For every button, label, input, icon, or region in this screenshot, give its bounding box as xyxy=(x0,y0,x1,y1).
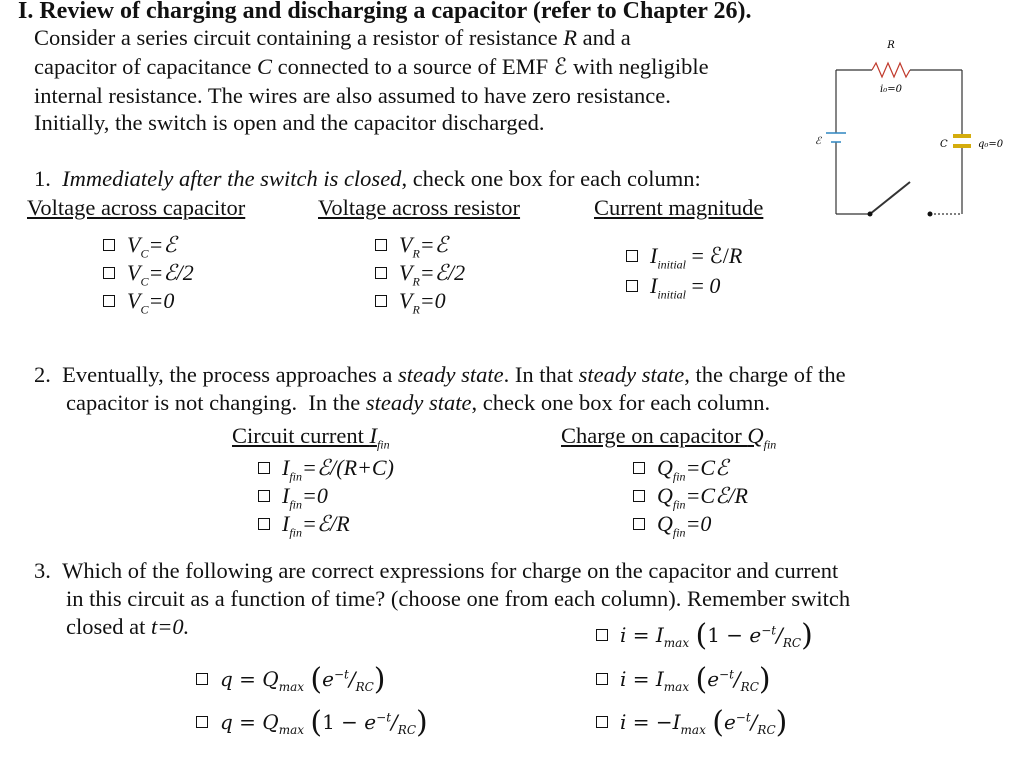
checkbox[interactable] xyxy=(596,673,608,685)
q1-col-header-current: Current magnitude xyxy=(594,195,764,220)
capacitor-label: C xyxy=(940,139,948,150)
q2-current-option-2[interactable]: $I_{fin}=0$ xyxy=(258,483,328,512)
emf-label: ℰ xyxy=(815,136,822,147)
q2-charge-option-3[interactable]: $Q_{fin}=0$ xyxy=(633,511,711,540)
checkbox[interactable] xyxy=(258,490,270,502)
switch-lever xyxy=(870,182,910,214)
q3-line-2: in this circuit as a function of time? (choose one from each column). Remember switch xyxy=(66,586,851,611)
q3-current-option-2[interactable]: $i = I_{max}$ $(e^{-t}/_{RC})$ xyxy=(596,662,771,697)
q1-current-option-1[interactable]: $I_{initial}$ = ℰ/R xyxy=(626,243,742,272)
q2-current-option-1[interactable]: $I_{fin}=ℰ/(R+C)$ xyxy=(258,455,394,484)
q2-col-header-current: Circuit current $I_{fin}$ xyxy=(232,423,390,452)
q1-vr-option-1[interactable]: $V_R=ℰ$ xyxy=(375,232,448,261)
q1-col-header-capacitor: Voltage across capacitor xyxy=(27,195,246,220)
q3-charge-option-1[interactable]: $q = Q_{max}$ $(e^{-t}/_{RC})$ xyxy=(196,662,386,697)
checkbox[interactable] xyxy=(375,267,387,279)
q1-vc-option-2[interactable]: $V_C=ℰ/2$ xyxy=(103,260,194,289)
q2-line-2: capacitor is not changing. In the steady state, check one box for each column. xyxy=(66,390,771,415)
checkbox[interactable] xyxy=(258,518,270,530)
q1-prompt-rest: , check one box for each column: xyxy=(401,166,701,191)
q1-current-option-2[interactable]: $I_{initial} = 0$ xyxy=(626,273,720,302)
checkbox[interactable] xyxy=(626,280,638,292)
q3-charge-option-2[interactable]: $q = Q_{max}$ $(1 - e^{-t}/_{RC})$ xyxy=(196,705,428,740)
checkbox[interactable] xyxy=(196,673,208,685)
switch-pivot xyxy=(868,212,873,217)
checkbox[interactable] xyxy=(375,239,387,251)
q1-col-header-resistor: Voltage across resistor xyxy=(318,195,521,220)
q1-number: 1. xyxy=(34,166,51,191)
checkbox[interactable] xyxy=(258,462,270,474)
rc-circuit-diagram xyxy=(810,30,1010,230)
capacitor-top-plate xyxy=(953,134,971,138)
q1-vc-option-1[interactable]: $V_C=ℰ$ xyxy=(103,232,177,261)
section-title: I. Review of charging and discharging a capacitor (refer to Chapter 26). xyxy=(18,0,752,24)
checkbox[interactable] xyxy=(633,518,645,530)
q2-col-header-charge: Charge on capacitor $Q_{fin}$ xyxy=(561,423,777,452)
checkbox[interactable] xyxy=(375,295,387,307)
resistor-symbol xyxy=(872,63,910,77)
checkbox[interactable] xyxy=(103,267,115,279)
checkbox[interactable] xyxy=(103,239,115,251)
checkbox[interactable] xyxy=(596,716,608,728)
checkbox[interactable] xyxy=(626,250,638,262)
capacitor-bottom-plate xyxy=(953,144,971,148)
q1-prompt-italic: Immediately after the switch is closed xyxy=(62,166,402,191)
q2-current-option-3[interactable]: $I_{fin}=ℰ/R$ xyxy=(258,511,350,540)
q3-line-3: closed at t=0. xyxy=(66,614,190,639)
q2-line-1: 2. Eventually, the process approaches a steady state. In that steady state, the charge of the xyxy=(34,362,846,387)
checkbox[interactable] xyxy=(196,716,208,728)
checkbox[interactable] xyxy=(633,462,645,474)
q3-line-1: 3. Which of the following are correct expressions for charge on the capacitor and current xyxy=(34,558,839,583)
q1-vc-option-3[interactable]: $V_C=0$ xyxy=(103,288,174,317)
intro-line-1: Consider a series circuit containing a resistor of resistance R and a xyxy=(34,25,631,50)
q3-current-option-1[interactable]: $i = I_{max}$ $(1 - e^{-t}/_{RC})$ xyxy=(596,618,813,653)
charge-label: q₀=0 xyxy=(978,139,1004,150)
q1-prompt xyxy=(34,166,701,192)
q1-vr-option-2[interactable]: $V_R=ℰ/2$ xyxy=(375,260,465,289)
q2-charge-option-1[interactable]: $Q_{fin}=Cℰ$ xyxy=(633,455,728,484)
q2-charge-option-2[interactable]: $Q_{fin}=Cℰ/R$ xyxy=(633,483,748,512)
resistor-label: R xyxy=(887,40,895,51)
checkbox[interactable] xyxy=(103,295,115,307)
switch-contact xyxy=(928,212,933,217)
q1-vr-option-3[interactable]: $V_R=0$ xyxy=(375,288,446,317)
current-label: i₀=0 xyxy=(880,84,902,95)
q3-current-option-3[interactable]: $i = -I_{max}$ $(e^{-t}/_{RC})$ xyxy=(596,705,787,740)
checkbox[interactable] xyxy=(596,629,608,641)
intro-line-2: capacitor of capacitance C connected to a source of EMF ℰ with negligible xyxy=(34,54,709,79)
intro-line-4: Initially, the switch is open and the capacitor discharged. xyxy=(34,110,545,135)
intro-line-3: internal resistance. The wires are also assumed to have zero resistance. xyxy=(34,83,671,108)
checkbox[interactable] xyxy=(633,490,645,502)
